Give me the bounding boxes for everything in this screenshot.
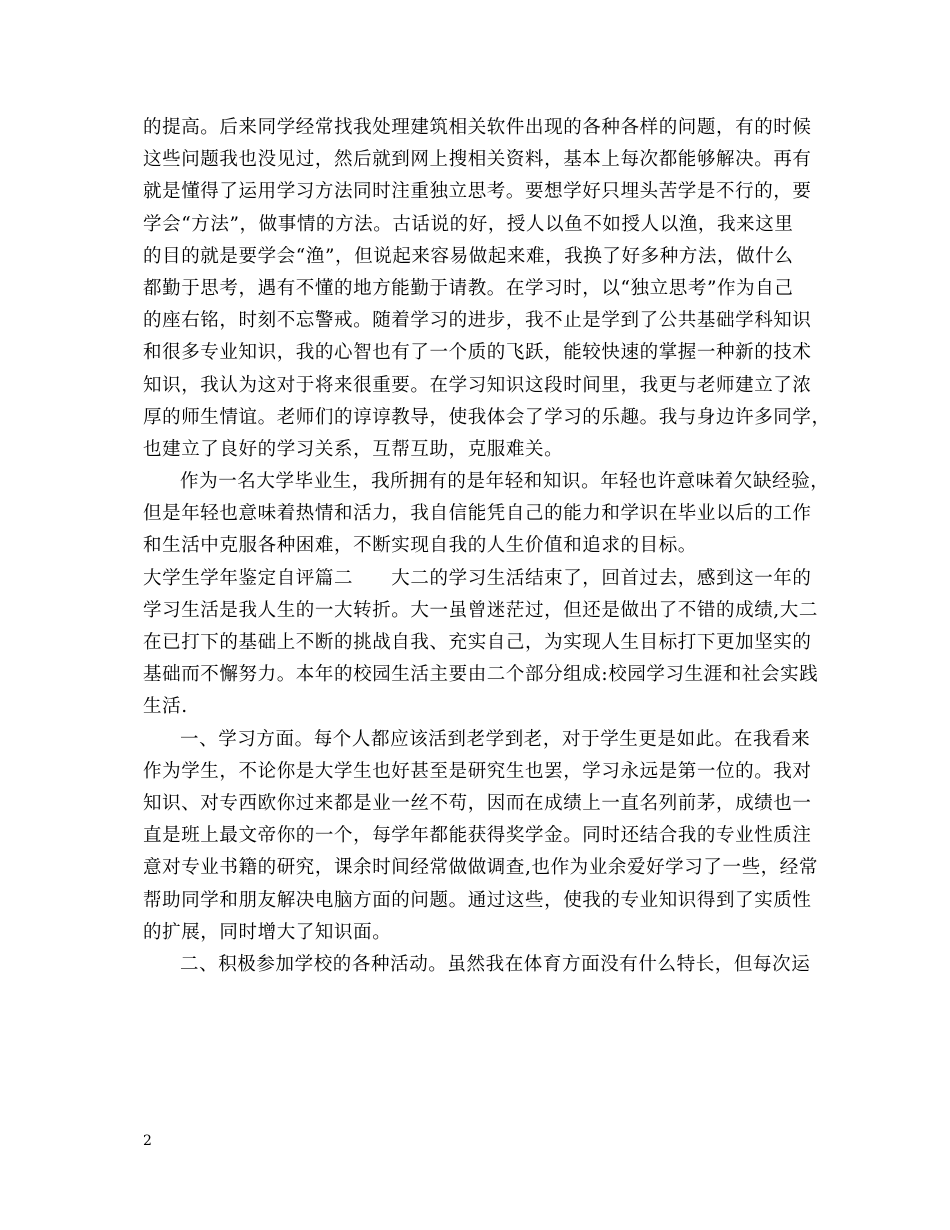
text-line: 生活. bbox=[143, 696, 188, 718]
text-line: 作为学生，不论你是大学生也好甚至是研究生也罢，学习永远是第一位的。我对 bbox=[143, 760, 812, 782]
text-line: 也建立了良好的学习关系，互帮互助，克服难关。 bbox=[143, 438, 564, 460]
text-line: 二、积极参加学校的各种活动。虽然我在体育方面没有什么特长，但每次运 bbox=[180, 953, 811, 975]
text-line: 知识、对专西欧你过来都是业一丝不苟，因而在成绩上一直名列前茅，成绩也一 bbox=[143, 792, 812, 814]
text-line: 学习生活是我人生的一大转折。大一虽曾迷茫过，但还是做出了不错的成绩,大二 bbox=[143, 599, 818, 621]
text-line: 的目的就是要学会“渔”，但说起来容易做起来难，我换了好多种方法，做什么 bbox=[143, 245, 794, 267]
text-line: 但是年轻也意味着热情和活力，我自信能凭自己的能力和学识在毕业以后的工作 bbox=[143, 503, 812, 525]
text-line: 学会“方法”，做事情的方法。古话说的好，授人以鱼不如授人以渔，我来这里 bbox=[143, 213, 794, 235]
text-line: 直是班上最文帝你的一个，每学年都能获得奖学金。同时还结合我的专业性质注 bbox=[143, 825, 812, 847]
text-line: 就是懂得了运用学习方法同时注重独立思考。要想学好只埋头苦学是不行的，要 bbox=[143, 181, 812, 203]
text-line: 作为一名大学毕业生，我所拥有的是年轻和知识。年轻也许意味着欠缺经验， bbox=[180, 471, 830, 493]
text-line: 的座右铭，时刻不忘警戒。随着学习的进步，我不止是学到了公共基础学科知识 bbox=[143, 310, 812, 332]
text-line: 和很多专业知识，我的心智也有了一个质的飞跃，能较快速的掌握一种新的技术 bbox=[143, 342, 812, 364]
text-line: 的扩展，同时增大了知识面。 bbox=[143, 921, 392, 943]
body-text bbox=[143, 112, 831, 981]
text-line: 意对专业书籍的研究，课余时间经常做做调查,也作为业余爱好学习了一些，经常 bbox=[143, 857, 818, 879]
text-line: 和生活中克服各种困难，不断实现自我的人生价值和追求的目标。 bbox=[143, 535, 697, 557]
text-line: 这些问题我也没见过，然后就到网上搜相关资料，基本上每次都能够解决。再有 bbox=[143, 149, 812, 171]
text-line: 基础而不懈努力。本年的校园生活主要由二个部分组成:校园学习生涯和社会实践 bbox=[143, 664, 819, 686]
text-line: 大学生学年鉴定自评篇二 大二的学习生活结束了，回首过去，感到这一年的 bbox=[143, 567, 812, 589]
text-line: 的提高。后来同学经常找我处理建筑相关软件出现的各种各样的问题，有的时候 bbox=[143, 117, 812, 138]
text-line: 帮助同学和朋友解决电脑方面的问题。通过这些，使我的专业知识得到了实质性 bbox=[143, 889, 812, 911]
text-line: 厚的师生情谊。老师们的谆谆教导，使我体会了学习的乐趣。我与身边许多同学， bbox=[143, 406, 831, 428]
page-number: 2 bbox=[143, 1133, 152, 1149]
text-line: 一、学习方面。每个人都应该活到老学到老，对于学生更是如此。在我看来 bbox=[180, 728, 811, 750]
text-line: 都勤于思考，遇有不懂的地方能勤于请教。在学习时，以“独立思考”作为自己 bbox=[143, 277, 794, 299]
text-line: 知识，我认为这对于将来很重要。在学习知识这段时间里，我更与老师建立了浓 bbox=[143, 374, 812, 396]
text-line: 在已打下的基础上不断的挑战自我、充实自己，为实现人生目标打下更加坚实的 bbox=[143, 632, 812, 653]
